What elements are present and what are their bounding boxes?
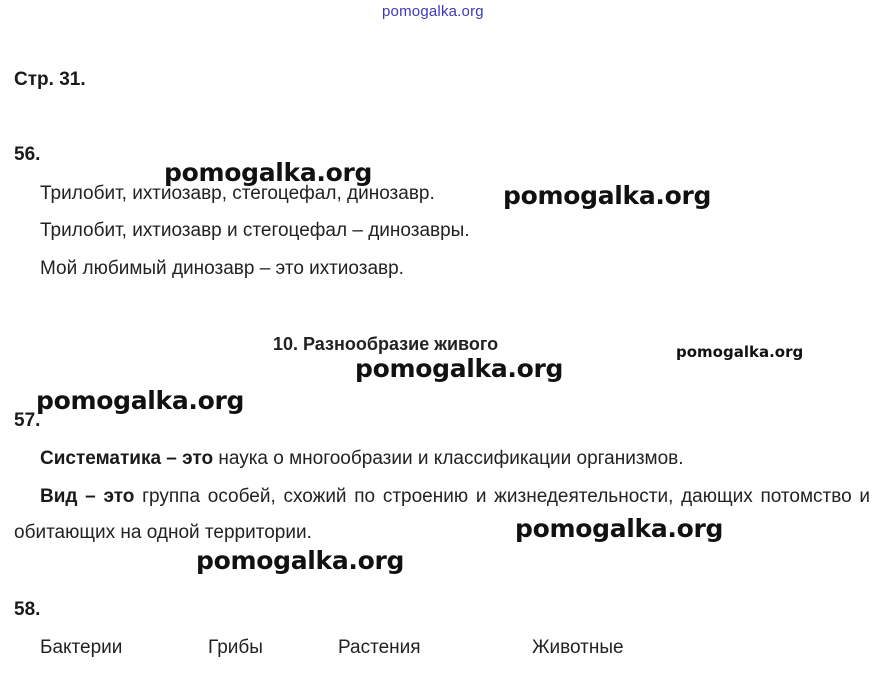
term-systematics: Систематика – это: [40, 448, 214, 469]
watermark-5: pomogalka.org: [515, 514, 724, 543]
site-watermark-top: pomogalka.org: [382, 3, 484, 20]
watermark-3: pomogalka.org: [355, 354, 564, 383]
kingdom-animals: Животные: [532, 637, 624, 658]
page-reference: Стр. 31.: [14, 69, 86, 90]
kingdom-bacteria: Бактерии: [40, 637, 123, 658]
kingdom-plants: Растения: [338, 637, 421, 658]
definition-systematics-text: наука о многообразии и классификации организмов.: [213, 448, 684, 469]
watermark-6: pomogalka.org: [196, 546, 405, 575]
section-title: 10. Разнообразие живого: [273, 334, 499, 354]
definition-species-text: группа особей, схожий по строению и жизнедеятельности, дающих потомство и обитающих на одной территории.: [14, 486, 870, 543]
task-56-line-2: Трилобит, ихтиозавр и стегоцефал – динозавры.: [40, 220, 470, 241]
watermark-4: pomogalka.org: [36, 386, 245, 415]
watermark-2: pomogalka.org: [503, 181, 712, 210]
task-56-number: 56.: [14, 144, 41, 165]
task-57-number: 57.: [14, 410, 41, 431]
task-56-line-3: Мой любимый динозавр – это ихтиозавр.: [40, 258, 404, 279]
task-57-definition-species: [14, 479, 870, 551]
task-57-definition-systematics: [14, 441, 870, 477]
term-species: Вид – это: [40, 486, 135, 507]
watermark-1: pomogalka.org: [164, 158, 373, 187]
task-58-number: 58.: [14, 599, 41, 620]
task-56-line-1: Трилобит, ихтиозавр, стегоцефал, динозавр.: [40, 183, 435, 204]
kingdom-fungi: Грибы: [208, 637, 263, 658]
watermark-small: pomogalka.org: [676, 343, 804, 361]
